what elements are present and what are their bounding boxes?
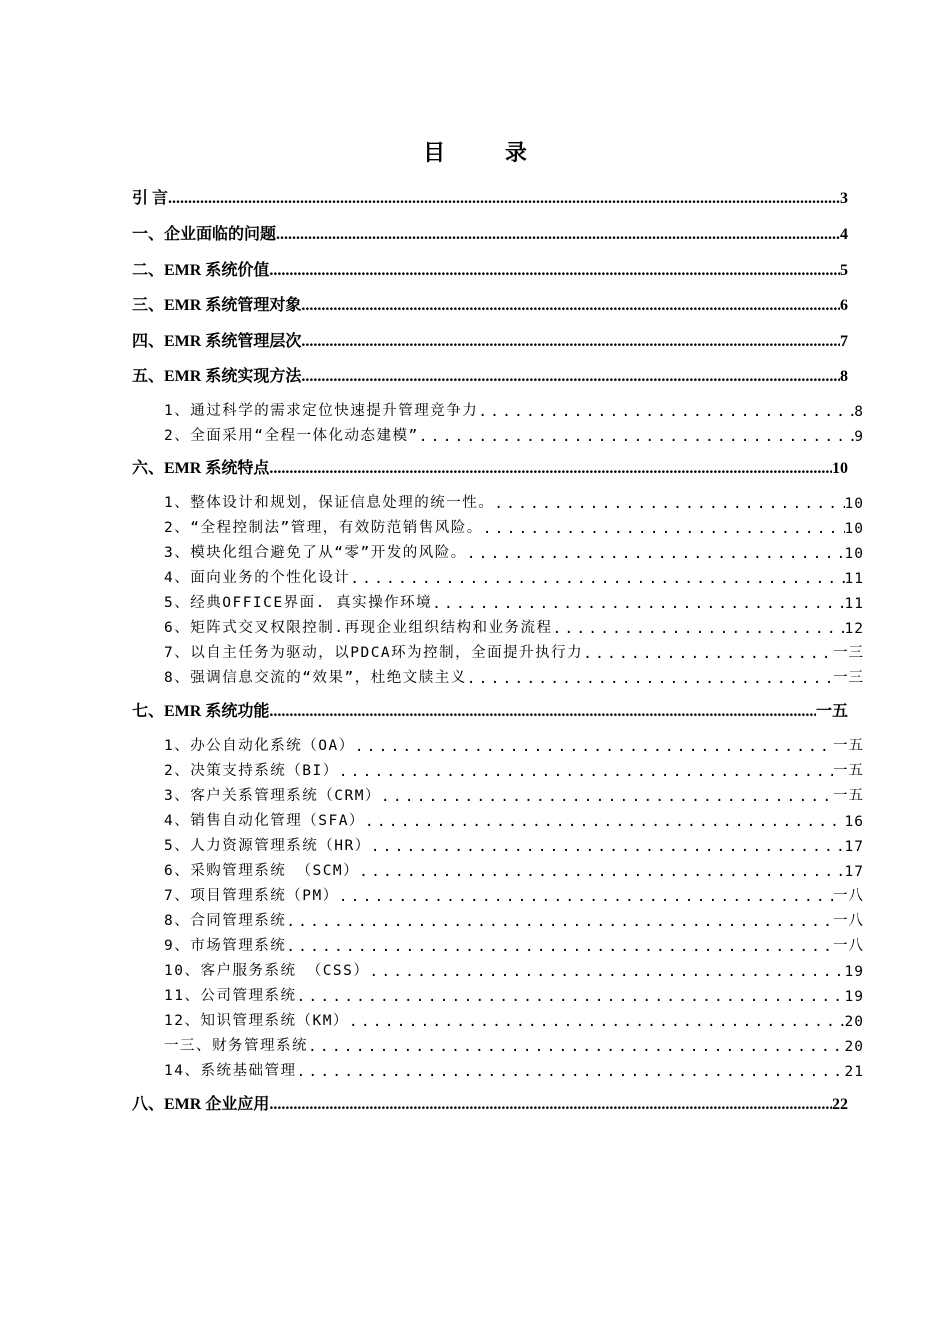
- toc-entry-page-number: 一五: [833, 763, 864, 779]
- toc-entry-page-number: 22: [832, 1096, 848, 1113]
- toc-entry-label: 8、合同管理系统: [164, 913, 287, 929]
- toc-entry-page-number: 6: [840, 297, 848, 314]
- toc-dot-leader: [296, 1064, 844, 1080]
- toc-entry-label: 4、销售自动化管理（SFA）: [164, 813, 365, 829]
- toc-entry-page-number: 19: [844, 989, 864, 1005]
- toc-entry[interactable]: [148, 538, 864, 562]
- toc-dot-leader: [369, 964, 844, 980]
- toc-entry[interactable]: [132, 697, 848, 721]
- toc-entry-page-number: 11: [844, 571, 864, 587]
- toc-dot-leader: [301, 297, 840, 315]
- toc-entry-page-number: 8: [854, 404, 864, 420]
- toc-entry-label: 11、公司管理系统: [164, 988, 297, 1004]
- toc-entry[interactable]: [148, 488, 864, 512]
- toc-entry[interactable]: [132, 220, 848, 244]
- toc-entry[interactable]: [148, 1031, 864, 1055]
- toc-dot-leader: [355, 739, 833, 755]
- toc-dot-leader: [296, 989, 844, 1005]
- toc-entry-page-number: 一八: [833, 938, 864, 954]
- toc-entry-page-number: 20: [844, 1014, 864, 1030]
- toc-entry[interactable]: [148, 421, 864, 445]
- toc-dot-leader: [301, 368, 840, 386]
- toc-entry[interactable]: [148, 396, 864, 420]
- toc-entry[interactable]: [148, 663, 864, 687]
- toc-entry-page-number: 20: [844, 1039, 864, 1055]
- toc-dot-leader: [269, 703, 816, 721]
- toc-entry-page-number: 17: [844, 839, 864, 855]
- toc-entry-label: 3、模块化组合避免了从“零”开发的风险。: [164, 545, 467, 561]
- toc-dot-leader: [269, 460, 832, 478]
- toc-entry-page-number: 17: [844, 864, 864, 880]
- toc-entry-label: 二、EMR 系统价值: [132, 262, 270, 279]
- toc-entry-page-number: 10: [844, 521, 864, 537]
- toc-entry[interactable]: [148, 981, 864, 1005]
- toc-dot-leader: [467, 671, 833, 687]
- toc-entry-label: 3、客户关系管理系统（CRM）: [164, 788, 381, 804]
- toc-entry-page-number: 5: [840, 262, 848, 279]
- toc-dot-leader: [583, 646, 833, 662]
- toc-entry-page-number: 一五: [833, 788, 864, 804]
- toc-dot-leader: [308, 1039, 845, 1055]
- toc-dot-leader: [286, 914, 833, 930]
- toc-dot-leader: [432, 596, 844, 612]
- toc-entry[interactable]: [148, 781, 864, 805]
- toc-dot-leader: [350, 571, 844, 587]
- toc-dot-leader: [276, 226, 840, 244]
- toc-entry-label: 5、人力资源管理系统（HR）: [164, 838, 371, 854]
- toc-entry-label: 1、整体设计和规划，保证信息处理的统一性。: [164, 495, 495, 511]
- toc-entry-label: 三、EMR 系统管理对象: [132, 297, 302, 314]
- toc-entry-page-number: 一五: [815, 703, 848, 720]
- toc-entry-label: 7、项目管理系统（PM）: [164, 888, 339, 904]
- toc-entry-label: 2、“全程控制法”管理，有效防范销售风险。: [164, 520, 483, 536]
- toc-entry[interactable]: [148, 731, 864, 755]
- toc-entry[interactable]: [148, 956, 864, 980]
- toc-entry[interactable]: [148, 1006, 864, 1030]
- toc-entry[interactable]: [148, 563, 864, 587]
- toc-dot-leader: [168, 190, 840, 208]
- toc-entry[interactable]: [148, 638, 864, 662]
- toc-entry[interactable]: [148, 856, 864, 880]
- toc-entry-label: 2、决策支持系统（BI）: [164, 763, 339, 779]
- toc-dot-leader: [359, 864, 844, 880]
- toc-dot-leader: [381, 789, 833, 805]
- toc-entry-label: 10、客户服务系统 （CSS）: [164, 963, 370, 979]
- toc-dot-leader: [269, 1096, 832, 1114]
- toc-entry-label: 9、市场管理系统: [164, 938, 287, 954]
- toc-dot-leader: [301, 333, 840, 351]
- toc-entry-label: 八、EMR 企业应用: [132, 1096, 270, 1113]
- toc-dot-leader: [349, 1014, 845, 1030]
- toc-entry-label: 6、采购管理系统 （SCM）: [164, 863, 360, 879]
- toc-entry[interactable]: [132, 327, 848, 351]
- toc-entry[interactable]: [148, 831, 864, 855]
- toc-dot-leader: [365, 814, 845, 830]
- toc-entry-page-number: 21: [844, 1064, 864, 1080]
- toc-dot-leader: [269, 262, 840, 280]
- toc-entry[interactable]: [148, 588, 864, 612]
- toc-entry-page-number: 一八: [833, 888, 864, 904]
- toc-entry-label: 六、EMR 系统特点: [132, 460, 270, 477]
- toc-entry-label: 8、强调信息交流的“效果”，杜绝文牍主义: [164, 670, 467, 686]
- toc-entry-page-number: 10: [832, 460, 848, 477]
- toc-entry-label: 5、经典OFFICE界面. 真实操作环境: [164, 595, 433, 611]
- toc-dot-leader: [552, 621, 844, 637]
- toc-entry-label: 7、以自主任务为驱动，以PDCA环为控制，全面提升执行力: [164, 645, 584, 661]
- toc-dot-leader: [339, 764, 833, 780]
- toc-entry-page-number: 10: [844, 496, 864, 512]
- toc-entry-page-number: 一五: [833, 738, 864, 754]
- toc-title: 目 录: [423, 141, 553, 166]
- toc-entry-label: 6、矩阵式交叉权限控制.再现企业组织结构和业务流程: [164, 620, 553, 636]
- toc-entry-page-number: 3: [840, 190, 848, 207]
- toc-entry-label: 2、全面采用“全程一体化动态建模”: [164, 428, 419, 444]
- toc-entry-page-number: 16: [844, 814, 864, 830]
- toc-entry-label: 12、知识管理系统（KM）: [164, 1013, 349, 1029]
- toc-entry[interactable]: [132, 1090, 848, 1114]
- toc-entry-label: 14、系统基础管理: [164, 1063, 297, 1079]
- toc-dot-leader: [286, 939, 833, 955]
- toc-dot-leader: [467, 546, 845, 562]
- toc-entry[interactable]: [148, 806, 864, 830]
- toc-entry-page-number: 一八: [833, 913, 864, 929]
- toc-entry-label: 引 言: [132, 190, 169, 207]
- toc-dot-leader: [494, 496, 844, 512]
- toc-entry-page-number: 11: [844, 596, 864, 612]
- toc-entry[interactable]: [148, 881, 864, 905]
- toc-entry[interactable]: [148, 906, 864, 930]
- toc-entry-page-number: 4: [840, 226, 848, 243]
- toc-entry-page-number: 10: [844, 546, 864, 562]
- toc-entry-label: 1、通过科学的需求定位快速提升管理竞争力: [164, 403, 479, 419]
- toc-entry-page-number: 7: [840, 333, 848, 350]
- toc-entry[interactable]: [132, 362, 848, 386]
- toc-entry-page-number: 19: [844, 964, 864, 980]
- toc-entry[interactable]: [132, 256, 848, 280]
- toc-entry[interactable]: [148, 1056, 864, 1080]
- toc-entry-page-number: 一三: [833, 670, 864, 686]
- toc-entry-label: 4、面向业务的个性化设计: [164, 570, 351, 586]
- toc-dot-leader: [478, 404, 854, 420]
- toc-entry[interactable]: [148, 931, 864, 955]
- toc-entry-label: 五、EMR 系统实现方法: [132, 368, 302, 385]
- toc-entry-label: 七、EMR 系统功能: [132, 703, 270, 720]
- toc-entry[interactable]: [148, 613, 864, 637]
- toc-entry-label: 四、EMR 系统管理层次: [132, 333, 302, 350]
- toc-dot-leader: [419, 429, 855, 445]
- toc-entry-page-number: 一三: [833, 645, 864, 661]
- toc-entry-page-number: 12: [844, 621, 864, 637]
- toc-entry-page-number: 9: [854, 429, 864, 445]
- toc-entry-page-number: 8: [840, 368, 848, 385]
- toc-entry[interactable]: [148, 513, 864, 537]
- toc-dot-leader: [371, 839, 845, 855]
- toc-entry-label: 1、办公自动化系统（OA）: [164, 738, 355, 754]
- toc-entry-label: 一三、财务管理系统: [164, 1038, 308, 1054]
- toc-dot-leader: [483, 521, 845, 537]
- toc-entry[interactable]: [132, 184, 848, 208]
- toc-dot-leader: [339, 889, 833, 905]
- toc-entry[interactable]: [132, 454, 848, 478]
- toc-entry[interactable]: [132, 291, 848, 315]
- toc-entry[interactable]: [148, 756, 864, 780]
- toc-entry-label: 一、企业面临的问题: [132, 226, 277, 243]
